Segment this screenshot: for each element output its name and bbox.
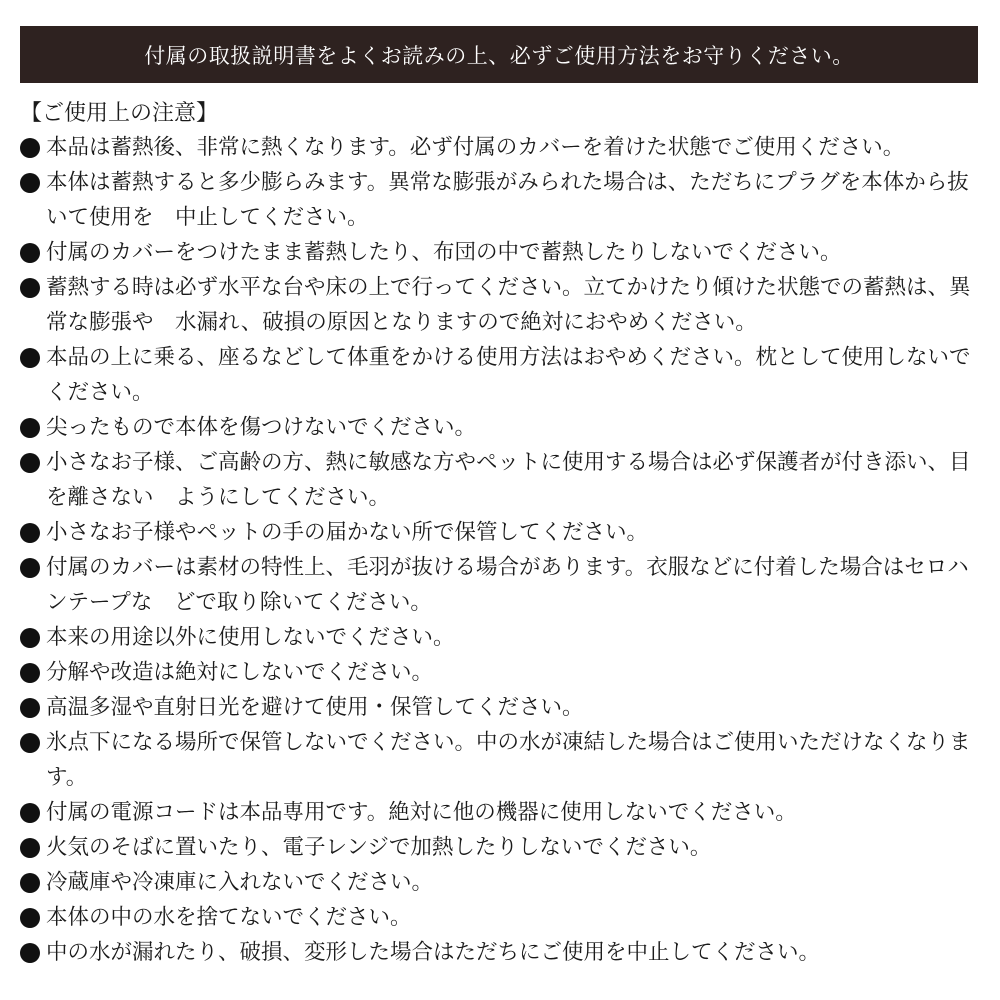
precaution-text: 本来の用途以外に使用しないでください。 bbox=[46, 625, 455, 650]
precaution-text: 冷蔵庫や冷凍庫に入れないでください。 bbox=[46, 870, 434, 895]
precaution-item bbox=[20, 620, 982, 655]
precaution-text: 尖ったもので本体を傷つけないでください。 bbox=[46, 415, 477, 440]
precaution-text: 付属のカバーをつけたまま蓄熱したり、布団の中で蓄熱したりしないでください。 bbox=[46, 240, 842, 265]
precaution-text: 小さなお子様やペットの手の届かない所で保管してください。 bbox=[46, 520, 649, 545]
bullet-icon bbox=[20, 943, 40, 963]
precaution-item bbox=[20, 445, 982, 515]
precaution-item bbox=[20, 795, 982, 830]
bullet-icon bbox=[20, 698, 40, 718]
precaution-item bbox=[20, 830, 982, 865]
bullet-icon bbox=[20, 733, 40, 753]
precaution-item bbox=[20, 935, 982, 970]
precaution-text: 氷点下になる場所で保管しないでください。中の水が凍結した場合はご使用いただけなくなります。 bbox=[46, 730, 971, 790]
bullet-icon bbox=[20, 558, 40, 578]
precaution-text: 小さなお子様、ご高齢の方、熱に敏感な方やペットに使用する場合は必ず保護者が付き添い、目を離さない ようにしてください。 bbox=[46, 450, 971, 510]
precaution-item bbox=[20, 655, 982, 690]
precaution-text: 付属のカバーは素材の特性上、毛羽が抜ける場合があります。衣服などに付着した場合はセロハンテープな どで取り除いてください。 bbox=[46, 555, 969, 615]
precaution-text: 本品の上に乗る、座るなどして体重をかける使用方法はおやめください。枕として使用しないでください。 bbox=[46, 345, 971, 405]
bullet-icon bbox=[20, 803, 40, 823]
precaution-text: 高温多湿や直射日光を避けて使用・保管してください。 bbox=[46, 695, 584, 720]
precaution-text: 蓄熱する時は必ず水平な台や床の上で行ってください。立てかけたり傾けた状態での蓄熱は、異常な膨張や 水漏れ、破損の原因となりますので絶対におやめください。 bbox=[46, 275, 971, 335]
precaution-text: 分解や改造は絶対にしないでください。 bbox=[46, 660, 434, 685]
bullet-icon bbox=[20, 523, 40, 543]
bullet-icon bbox=[20, 173, 40, 193]
precaution-item bbox=[20, 410, 982, 445]
instruction-banner bbox=[20, 26, 978, 83]
precaution-item bbox=[20, 900, 982, 935]
precaution-text: 本体の中の水を捨てないでください。 bbox=[46, 905, 412, 930]
bullet-icon bbox=[20, 628, 40, 648]
precaution-item bbox=[20, 515, 982, 550]
precaution-list bbox=[20, 130, 982, 970]
bullet-icon bbox=[20, 873, 40, 893]
usage-precautions bbox=[20, 98, 982, 970]
section-title: 【ご使用上の注意】 bbox=[20, 101, 219, 126]
precaution-item bbox=[20, 165, 982, 235]
bullet-icon bbox=[20, 838, 40, 858]
bullet-icon bbox=[20, 278, 40, 298]
precaution-item bbox=[20, 550, 982, 620]
precaution-item bbox=[20, 270, 982, 340]
precaution-text: 火気のそばに置いたり、電子レンジで加熱したりしないでください。 bbox=[46, 835, 712, 860]
bullet-icon bbox=[20, 138, 40, 158]
bullet-icon bbox=[20, 348, 40, 368]
precaution-item bbox=[20, 690, 982, 725]
banner-text: 付属の取扱説明書をよくお読みの上、必ずご使用方法をお守りください。 bbox=[144, 43, 854, 68]
precaution-item bbox=[20, 725, 982, 795]
precaution-item bbox=[20, 340, 982, 410]
precaution-text: 中の水が漏れたり、破損、変形した場合はただちにご使用を中止してください。 bbox=[46, 940, 821, 965]
bullet-icon bbox=[20, 663, 40, 683]
bullet-icon bbox=[20, 453, 40, 473]
bullet-icon bbox=[20, 418, 40, 438]
precaution-text: 付属の電源コードは本品専用です。絶対に他の機器に使用しないでください。 bbox=[46, 800, 797, 825]
bullet-icon bbox=[20, 243, 40, 263]
precaution-text: 本体は蓄熱すると多少膨らみます。異常な膨張がみられた場合は、ただちにプラグを本体から抜いて使用を 中止してください。 bbox=[46, 170, 969, 230]
precaution-item bbox=[20, 235, 982, 270]
precaution-item bbox=[20, 130, 982, 165]
precaution-item bbox=[20, 865, 982, 900]
precaution-text: 本品は蓄熱後、非常に熱くなります。必ず付属のカバーを着けた状態でご使用ください。 bbox=[46, 135, 905, 160]
bullet-icon bbox=[20, 908, 40, 928]
